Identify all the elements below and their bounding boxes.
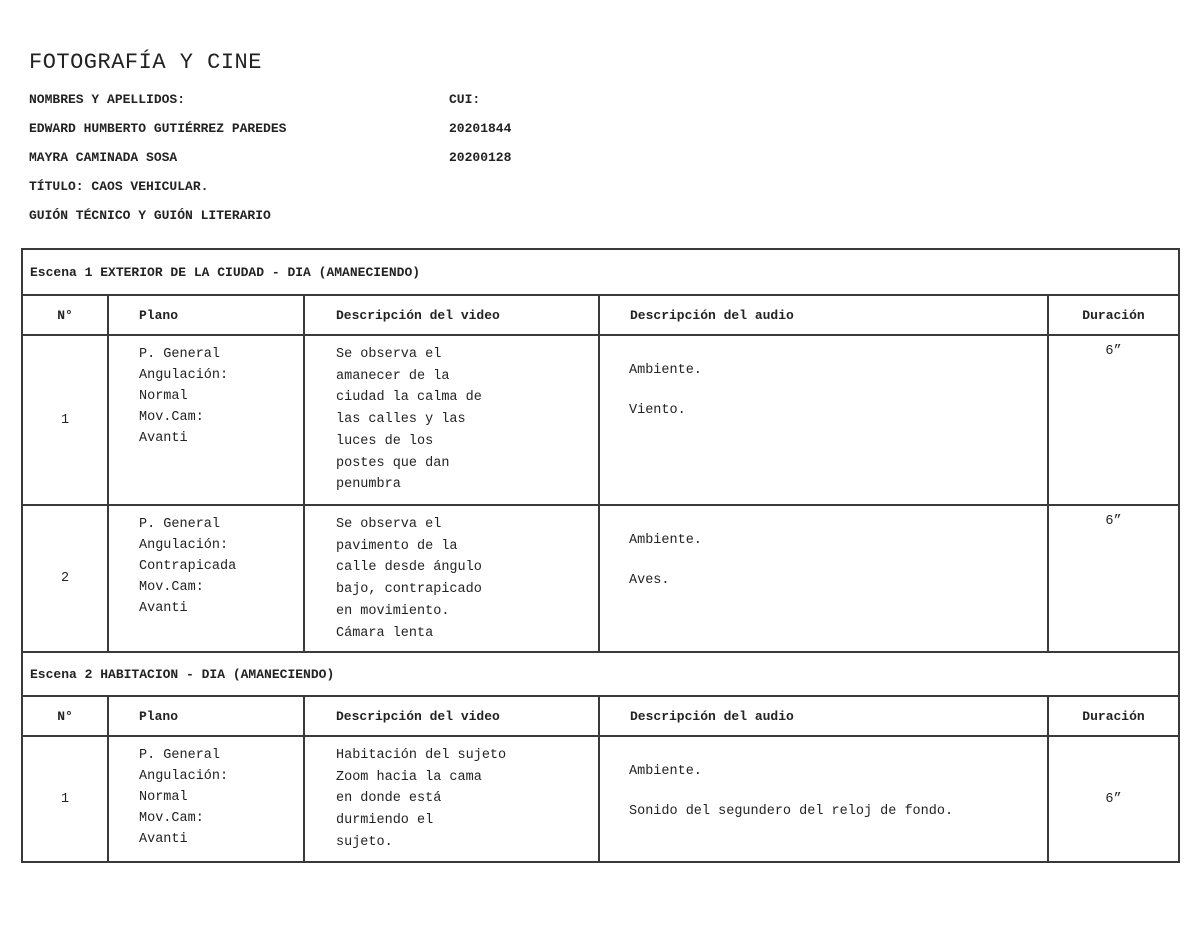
script-subtitle: GUIÓN TÉCNICO Y GUIÓN LITERARIO	[29, 208, 271, 223]
col-num-header: N°	[22, 295, 108, 335]
shot-duration: 6”	[1048, 736, 1179, 862]
plano-line: P. General	[139, 748, 221, 763]
names-label: NOMBRES Y APELLIDOS:	[29, 92, 186, 107]
audio-line: Viento.	[629, 403, 686, 418]
shot-plano	[108, 505, 304, 652]
author-cui-2: 20200128	[449, 150, 512, 165]
audio-line: Ambiente.	[629, 363, 702, 378]
plano-line: P. General	[139, 517, 221, 532]
video-line: Zoom hacia la cama	[336, 769, 482, 785]
plano-line: Angulación:	[139, 538, 229, 553]
video-line: en movimiento.	[336, 603, 450, 619]
video-line: las calles y las	[336, 412, 466, 428]
video-line: Se observa el	[336, 347, 442, 362]
video-line: Se observa el	[336, 517, 442, 532]
table-row	[22, 736, 1179, 862]
plano-line: Avanti	[139, 601, 188, 616]
shot-video-description	[304, 335, 599, 505]
video-line: sujeto.	[336, 834, 393, 850]
plano-line: Avanti	[139, 832, 188, 847]
table-row	[22, 335, 1179, 505]
plano-line: Mov.Cam:	[139, 811, 204, 826]
shot-video-description	[304, 505, 599, 652]
col-duration-header: Duración	[1048, 696, 1179, 736]
author-cui-1: 20201844	[449, 121, 512, 136]
plano-line: Angulación:	[139, 368, 229, 383]
plano-line: Normal	[139, 389, 188, 404]
audio-line: Sonido del segundero del reloj de fondo.	[629, 804, 954, 819]
video-line: Cámara lenta	[336, 625, 434, 641]
col-num-header: N°	[22, 696, 108, 736]
shot-number: 1	[22, 335, 108, 505]
shot-duration: 6”	[1048, 505, 1179, 652]
audio-line: Ambiente.	[629, 764, 702, 779]
audio-line: Ambiente.	[629, 533, 702, 548]
cui-label: CUI:	[449, 92, 481, 107]
video-line: luces de los	[336, 433, 434, 449]
col-plano-header: Plano	[108, 295, 304, 335]
shot-duration: 6”	[1048, 335, 1179, 505]
shot-video-description	[304, 736, 599, 862]
author-name-2: MAYRA CAMINADA SOSA	[29, 150, 178, 165]
plano-line: Normal	[139, 790, 188, 805]
audio-line: Aves.	[629, 573, 670, 588]
shot-plano	[108, 736, 304, 862]
plano-line: Mov.Cam:	[139, 580, 204, 595]
shot-audio-description	[599, 736, 1048, 862]
column-header-row	[22, 696, 1179, 736]
col-video-header: Descripción del video	[304, 696, 599, 736]
video-line: ciudad la calma de	[336, 390, 482, 406]
col-video-header: Descripción del video	[304, 295, 599, 335]
shot-plano	[108, 335, 304, 505]
shot-audio-description	[599, 505, 1048, 652]
shot-number: 1	[22, 736, 108, 862]
video-line: en donde está	[336, 791, 442, 807]
video-line: calle desde ángulo	[336, 560, 482, 576]
shot-audio-description	[599, 335, 1048, 505]
page-title: FOTOGRAFÍA Y CINE	[29, 50, 262, 75]
col-duration-header: Duración	[1048, 295, 1179, 335]
plano-line: Angulación:	[139, 769, 229, 784]
plano-line: P. General	[139, 347, 221, 362]
scene-heading: Escena 1 EXTERIOR DE LA CIUDAD - DIA (AMANECIENDO)	[22, 249, 1179, 295]
col-audio-header: Descripción del audio	[599, 295, 1048, 335]
scene-heading: Escena 2 HABITACION - DIA (AMANECIENDO)	[22, 652, 1179, 696]
column-header-row	[22, 295, 1179, 335]
video-line: penumbra	[336, 477, 401, 493]
plano-line: Avanti	[139, 431, 188, 446]
video-line: pavimento de la	[336, 538, 458, 554]
video-line: amanecer de la	[336, 368, 450, 384]
video-line: Habitación del sujeto	[336, 748, 507, 763]
video-line: durmiendo el	[336, 813, 434, 829]
video-line: bajo, contrapicado	[336, 582, 482, 598]
video-line: postes que dan	[336, 455, 450, 471]
script-table	[21, 248, 1180, 863]
table-row	[22, 505, 1179, 652]
plano-line: Contrapicada	[139, 559, 237, 574]
work-title: TÍTULO: CAOS VEHICULAR.	[29, 179, 209, 194]
col-plano-header: Plano	[108, 696, 304, 736]
plano-line: Mov.Cam:	[139, 410, 204, 425]
author-name-1: EDWARD HUMBERTO GUTIÉRREZ PAREDES	[29, 121, 287, 136]
col-audio-header: Descripción del audio	[599, 696, 1048, 736]
shot-number: 2	[22, 505, 108, 652]
